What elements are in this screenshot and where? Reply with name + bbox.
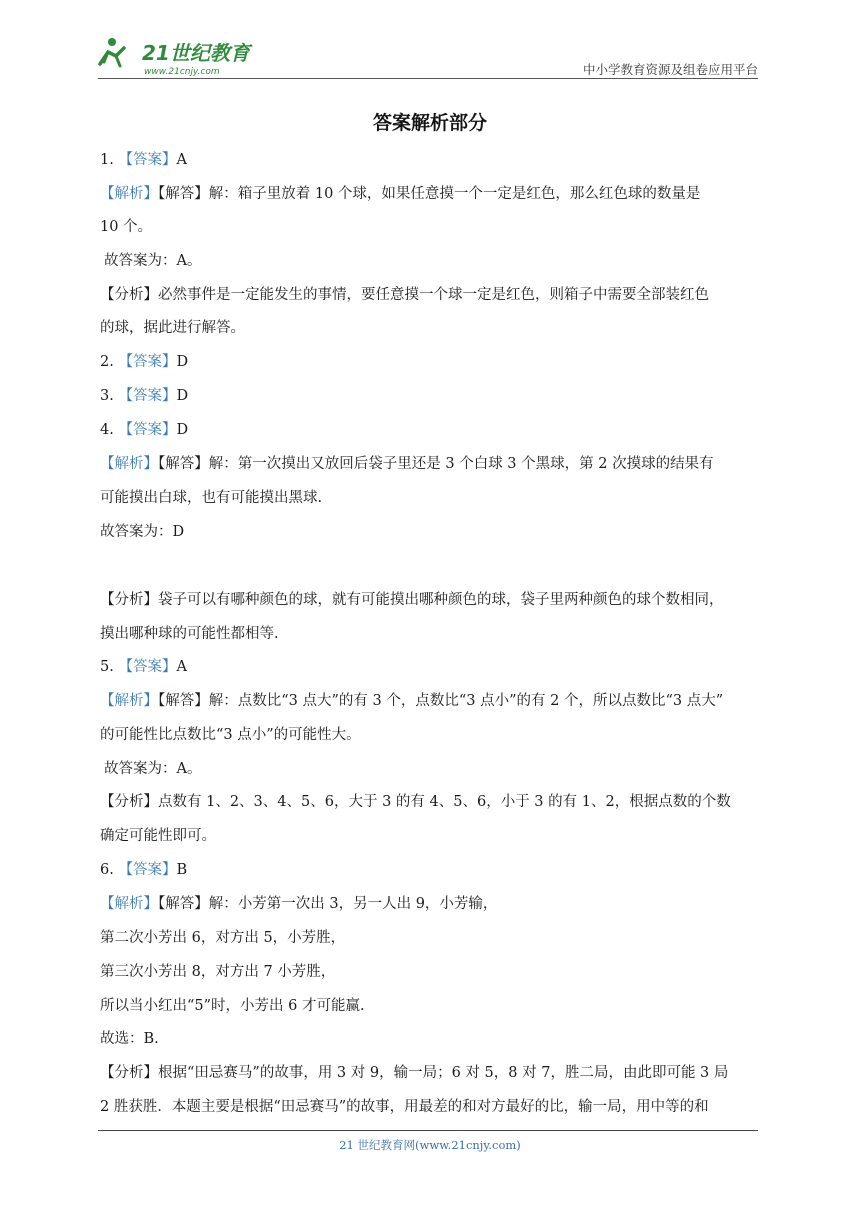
analysis-line: 【解析】【解答】解：点数比“3 点大”的有 3 个，点数比“3 点小”的有 2 个，所以点数比“3 点大” [100,693,724,709]
answer-line-4: 4. 【答案】D [100,422,189,438]
text-line: 可能摸出白球，也有可能摸出黑球. [100,490,323,506]
text-line: 所以当小红出“5”时，小芳出 6 才可能赢. [100,998,365,1014]
header-divider [98,78,758,79]
page-header [98,28,758,80]
page-title: 答案解析部分 [372,112,487,134]
analysis-line: 【解析】【解答】解：箱子里放着 10 个球，如果任意摸一个一定是红色，那么红色球的数量是 [100,186,701,202]
footer-link[interactable]: 21 世纪教育网(www.21cnjy.com) [339,1138,521,1152]
text-line: 故答案为：A。 [104,253,202,269]
text-line: 故答案为：A。 [104,761,202,777]
text-line: 故选：B. [100,1031,159,1047]
text-line: 故答案为：D [100,524,185,540]
text-line: 确定可能性即可。 [100,828,216,844]
analysis-tag: 【解析】 [100,186,158,202]
text-line: 10 个。 [100,219,153,235]
text-line: 第二次小芳出 6，对方出 5，小芳胜， [100,930,346,946]
summary-line: 【分析】必然事件是一定能发生的事情，要任意摸一个球一定是红色，则箱子中需要全部装红色 [100,287,709,303]
answer-line-1: 1. 【答案】A [100,152,187,168]
analysis-line: 【解析】【解答】解：第一次摸出又放回后袋子里还是 3 个白球 3 个黑球，第 2 次摸球的结果有 [100,456,714,472]
footer-divider [98,1130,758,1131]
summary-line: 【分析】根据“田忌赛马”的故事，用 3 对 9，输一局；6 对 5，8 对 7，胜二局，由此即可能 3 局 [100,1065,729,1081]
text-line: 摸出哪种球的可能性都相等. [100,626,279,642]
summary-line: 【分析】点数有 1、2、3、4、5、6，大于 3 的有 4、5、6，小于 3 的有 1、2，根据点数的个数 [100,794,731,810]
answer-line-3: 3. 【答案】D [100,388,189,404]
summary-line: 【分析】袋子可以有哪种颜色的球，就有可能摸出哪种颜色的球，袋子里两种颜色的球个数相同， [100,592,724,608]
text-line: 的球，据此进行解答。 [100,320,245,336]
platform-name: 中小学教育资源及组卷应用平台 [582,62,758,77]
logo-sub-text: www.21cnjy.com [144,67,220,77]
analysis-line: 【解析】【解答】解：小芳第一次出 3，另一人出 9，小芳输， [100,896,498,912]
text-line: 第三次小芳出 8，对方出 7 小芳胜， [100,964,336,980]
logo-main-text: 21世纪教育 [142,41,250,65]
text-line: 2 胜获胜．本题主要是根据“田忌赛马”的故事，用最差的和对方最好的比，输一局，用中等的和 [100,1099,709,1115]
answer-line-6: 6. 【答案】B [100,862,188,878]
answer-line-5: 5. 【答案】A [100,659,187,675]
text-line: 的可能性比点数比“3 点小”的可能性大。 [100,727,361,743]
answer-line-2: 2. 【答案】D [100,354,189,370]
logo [98,34,268,78]
answer-tag: 【答案】 [118,152,177,168]
